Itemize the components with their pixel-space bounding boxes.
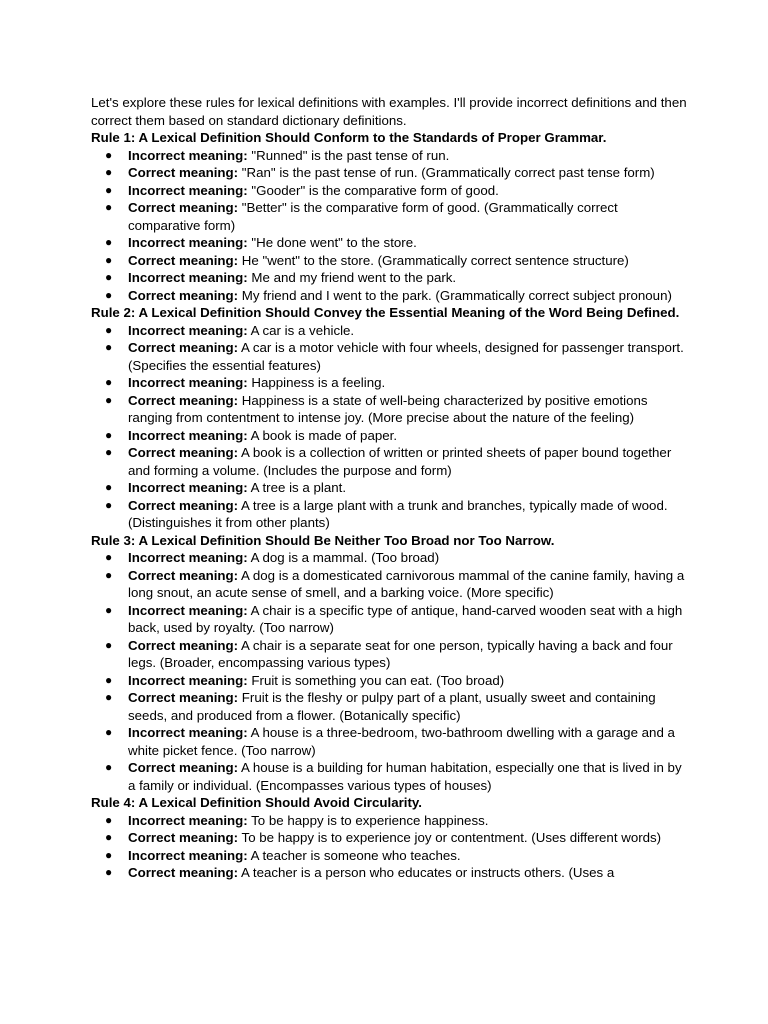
bullet-icon: ● (105, 497, 113, 512)
meaning-label: Incorrect meaning: (128, 550, 248, 565)
meaning-label: Correct meaning: (128, 340, 239, 355)
list-item (91, 479, 688, 497)
meaning-label: Correct meaning: (128, 165, 239, 180)
rule-section (91, 532, 688, 795)
meaning-text: A car is a motor vehicle with four wheels, designed for passenger transport. (Specifies the essential features) (128, 340, 684, 373)
rule-section (91, 129, 688, 304)
bullet-icon: ● (105, 392, 113, 407)
example-list (91, 812, 688, 882)
list-item (91, 234, 688, 252)
meaning-text: "Better" is the comparative form of good. (Grammatically correct comparative form) (128, 200, 618, 233)
meaning-text: A house is a building for human habitation, especially one that is lived in by a family or individual. (Encompasses various types of houses) (128, 760, 682, 793)
meaning-text: "Runned" is the past tense of run. (247, 147, 450, 163)
meaning-label: Incorrect meaning: (128, 375, 248, 390)
meaning-text: A tree is a plant. (247, 480, 347, 495)
list-item (91, 339, 688, 374)
meaning-label: Incorrect meaning: (128, 725, 248, 740)
rule-heading: Rule 1: A Lexical Definition Should Conform to the Standards of Proper Grammar. (91, 130, 607, 145)
bullet-icon: ● (105, 672, 113, 687)
bullet-icon: ● (105, 200, 113, 214)
meaning-text: "Gooder" is the comparative form of good. (247, 182, 499, 198)
intro-paragraph: Let's explore these rules for lexical definitions with examples. I'll provide incorrect definitions and then correct them based on standard dictionary definitions. (91, 95, 687, 128)
list-item (91, 829, 688, 847)
meaning-text: A tree is a large plant with a trunk and branches, typically made of wood. (Distinguishes it from other plants) (128, 497, 668, 530)
meaning-text: A teacher is a person who educates or instructs others. (Uses a (238, 865, 615, 880)
example-list (91, 322, 688, 532)
list-item (91, 287, 688, 305)
bullet-icon: ● (105, 427, 113, 442)
bullet-icon: ● (105, 445, 113, 459)
rule-section (91, 794, 688, 882)
meaning-label: Correct meaning: (128, 287, 239, 303)
example-list (91, 549, 688, 794)
rule-heading: Rule 3: A Lexical Definition Should Be Neither Too Broad nor Too Narrow. (91, 532, 555, 548)
list-item (91, 392, 688, 427)
meaning-label: Correct meaning: (128, 830, 239, 845)
list-item (91, 864, 688, 882)
list-item (91, 322, 688, 340)
meaning-label: Incorrect meaning: (128, 235, 248, 250)
meaning-label: Correct meaning: (128, 392, 239, 408)
list-item (91, 724, 688, 759)
meaning-text: Me and my friend went to the park. (247, 270, 457, 285)
list-item (91, 182, 688, 200)
meaning-label: Incorrect meaning: (128, 602, 248, 618)
meaning-text: A car is a vehicle. (247, 322, 355, 338)
example-list (91, 147, 688, 305)
list-item (91, 672, 688, 690)
meaning-text: My friend and I went to the park. (Grammatically correct subject pronoun) (238, 287, 672, 303)
list-item (91, 812, 688, 830)
meaning-text: "Ran" is the past tense of run. (Grammatically correct past tense form) (238, 165, 655, 180)
list-item (91, 847, 688, 865)
bullet-icon: ● (105, 480, 113, 494)
bullet-icon: ● (105, 270, 113, 284)
list-item (91, 252, 688, 270)
bullet-icon: ● (105, 235, 113, 249)
meaning-label: Incorrect meaning: (128, 182, 248, 198)
bullet-icon: ● (105, 165, 113, 179)
meaning-text: Happiness is a state of well-being characterized by positive emotions ranging from contentment to intense joy. (More precise about the nature of the feeling) (128, 392, 648, 425)
meaning-text: Fruit is something you can eat. (Too broad) (247, 672, 505, 688)
list-item (91, 199, 688, 234)
meaning-text: A house is a three-bedroom, two-bathroom dwelling with a garage and a white picket fence. (Too narrow) (128, 725, 675, 758)
bullet-icon: ● (105, 147, 113, 162)
rules-container (91, 129, 688, 882)
list-item (91, 269, 688, 287)
meaning-text: "He done went" to the store. (247, 235, 417, 250)
bullet-icon: ● (105, 602, 113, 617)
meaning-label: Correct meaning: (128, 760, 239, 775)
bullet-icon: ● (105, 865, 113, 879)
meaning-text: To be happy is to experience joy or contentment. (Uses different words) (238, 830, 662, 845)
bullet-icon: ● (105, 287, 113, 302)
rule-heading: Rule 2: A Lexical Definition Should Convey the Essential Meaning of the Word Being Defined. (91, 305, 680, 320)
rule-section (91, 304, 688, 532)
bullet-icon: ● (105, 812, 113, 827)
meaning-text: To be happy is to experience happiness. (247, 812, 489, 828)
meaning-label: Correct meaning: (128, 690, 239, 705)
meaning-label: Incorrect meaning: (128, 480, 248, 495)
list-item (91, 689, 688, 724)
meaning-text: A dog is a mammal. (Too broad) (247, 550, 440, 565)
bullet-icon: ● (105, 760, 113, 774)
bullet-icon: ● (105, 690, 113, 704)
list-item (91, 164, 688, 182)
list-item (91, 147, 688, 165)
meaning-text: Happiness is a feeling. (247, 375, 386, 390)
bullet-icon: ● (105, 725, 113, 739)
bullet-icon: ● (105, 182, 113, 197)
meaning-label: Correct meaning: (128, 497, 239, 513)
bullet-icon: ● (105, 340, 113, 354)
meaning-label: Correct meaning: (128, 567, 239, 583)
meaning-label: Incorrect meaning: (128, 812, 248, 828)
list-item (91, 444, 688, 479)
list-item (91, 567, 688, 602)
meaning-text: A book is a collection of written or printed sheets of paper bound together and forming a volume. (Includes the purpose and form) (128, 445, 672, 478)
meaning-label: Incorrect meaning: (128, 322, 248, 338)
bullet-icon: ● (105, 252, 113, 267)
list-item (91, 497, 688, 532)
list-item (91, 602, 688, 637)
meaning-label: Correct meaning: (128, 200, 239, 215)
meaning-label: Incorrect meaning: (128, 847, 248, 863)
meaning-label: Incorrect meaning: (128, 147, 248, 163)
meaning-text: Fruit is the fleshy or pulpy part of a plant, usually sweet and containing seeds, and produced from a flower. (Botanically specific) (128, 690, 656, 723)
bullet-icon: ● (105, 550, 113, 564)
meaning-text: A chair is a separate seat for one person, typically having a back and four legs. (Broader, encompassing various types) (128, 637, 673, 670)
list-item (91, 637, 688, 672)
meaning-label: Incorrect meaning: (128, 672, 248, 688)
list-item (91, 759, 688, 794)
meaning-label: Correct meaning: (128, 637, 239, 653)
list-item (91, 427, 688, 445)
meaning-text: A dog is a domesticated carnivorous mammal of the canine family, having a long snout, an acute sense of smell, and a barking voice. (More specific) (128, 567, 685, 600)
meaning-text: A chair is a specific type of antique, hand-carved wooden seat with a high back, used by royalty. (Too narrow) (128, 602, 683, 635)
bullet-icon: ● (105, 830, 113, 844)
list-item (91, 549, 688, 567)
meaning-label: Correct meaning: (128, 865, 239, 880)
bullet-icon: ● (105, 567, 113, 582)
meaning-label: Correct meaning: (128, 445, 239, 460)
bullet-icon: ● (105, 847, 113, 862)
bullet-icon: ● (105, 375, 113, 389)
meaning-text: He "went" to the store. (Grammatically correct sentence structure) (238, 252, 629, 268)
meaning-label: Correct meaning: (128, 252, 239, 268)
meaning-label: Incorrect meaning: (128, 270, 248, 285)
list-item (91, 374, 688, 392)
meaning-text: A teacher is someone who teaches. (247, 847, 461, 863)
meaning-label: Incorrect meaning: (128, 427, 248, 443)
meaning-text: A book is made of paper. (247, 427, 398, 443)
rule-heading: Rule 4: A Lexical Definition Should Avoid Circularity. (91, 795, 422, 810)
bullet-icon: ● (105, 322, 113, 337)
bullet-icon: ● (105, 637, 113, 652)
